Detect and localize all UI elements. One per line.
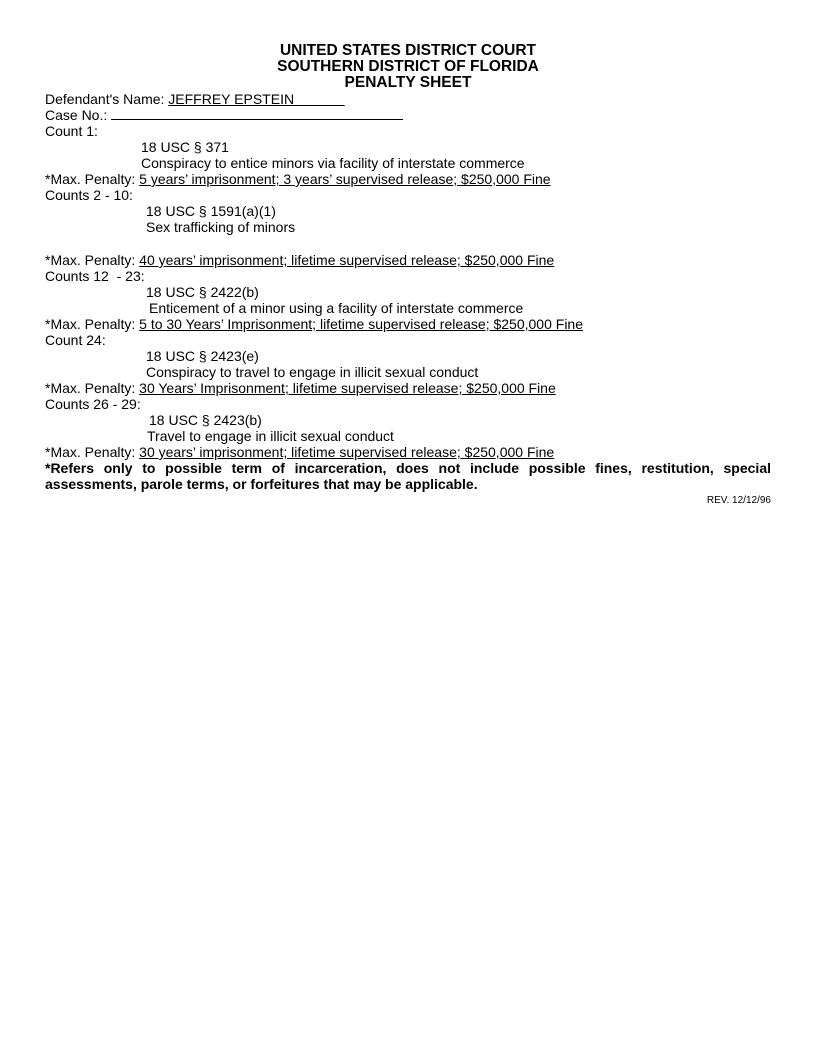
max-penalty-value: 5 years’ imprisonment; 3 years’ supervised release; $250,000 Fine bbox=[139, 171, 551, 187]
count-label: Counts 26 - 29: bbox=[45, 396, 141, 412]
count-label: Count 24: bbox=[45, 332, 106, 348]
max-penalty-line bbox=[45, 380, 556, 396]
max-penalty-value: 30 Years’ Imprisonment; lifetime supervised release; $250,000 Fine bbox=[139, 380, 556, 396]
case-number-field bbox=[111, 107, 403, 120]
count-description: Conspiracy to travel to engage in illicit sexual conduct bbox=[146, 364, 479, 380]
page-title: PENALTY SHEET bbox=[344, 74, 472, 91]
count-description: Travel to engage in illicit sexual conduct bbox=[147, 428, 394, 444]
count-label: Counts 2 - 10: bbox=[45, 187, 133, 203]
max-penalty-label: *Max. Penalty: bbox=[45, 171, 136, 187]
count-statute: 18 USC § 2422(b) bbox=[146, 284, 259, 300]
max-penalty-value: 30 years’ imprisonment; lifetime supervised release; $250,000 Fine bbox=[139, 444, 555, 460]
count-statute: 18 USC § 1591(a)(1) bbox=[146, 203, 276, 219]
court-name: UNITED STATES DISTRICT COURT bbox=[279, 42, 537, 59]
max-penalty-label: *Max. Penalty: bbox=[45, 316, 136, 332]
max-penalty-line bbox=[45, 252, 554, 268]
defendant-line bbox=[45, 91, 345, 107]
max-penalty-label: *Max. Penalty: bbox=[45, 444, 136, 460]
count-statute: 18 USC § 371 bbox=[141, 139, 229, 155]
count-label: Count 1: bbox=[45, 123, 98, 139]
district-name: SOUTHERN DISTRICT OF FLORIDA bbox=[277, 58, 539, 75]
count-description: Sex trafficking of minors bbox=[146, 219, 296, 235]
defendant-name: JEFFREY EPSTEIN bbox=[168, 91, 295, 107]
max-penalty-line bbox=[45, 171, 551, 187]
case-label: Case No.: bbox=[45, 107, 108, 123]
max-penalty-value: 5 to 30 Years’ Imprisonment; lifetime supervised release; $250,000 Fine bbox=[139, 316, 583, 332]
max-penalty-label: *Max. Penalty: bbox=[45, 252, 136, 268]
max-penalty-value: 40 years’ imprisonment; lifetime supervised release; $250,000 Fine bbox=[139, 252, 555, 268]
footnote: *Refers only to possible term of incarceration, does not include possible fines, restitution, special assessments, parole terms, or forfeitures that may be applicable. bbox=[45, 460, 771, 492]
max-penalty-line bbox=[45, 444, 554, 460]
case-line bbox=[45, 107, 403, 123]
count-label: Counts 12 - 23: bbox=[45, 268, 145, 284]
count-description: Enticement of a minor using a facility of interstate commerce bbox=[149, 300, 524, 316]
max-penalty-label: *Max. Penalty: bbox=[45, 380, 136, 396]
revision-date: REV. 12/12/96 bbox=[706, 495, 771, 506]
count-statute: 18 USC § 2423(b) bbox=[149, 412, 262, 428]
count-statute: 18 USC § 2423(e) bbox=[146, 348, 259, 364]
max-penalty-line bbox=[45, 316, 583, 332]
count-description: Conspiracy to entice minors via facility of interstate commerce bbox=[141, 155, 525, 171]
defendant-label: Defendant's Name: bbox=[45, 91, 165, 107]
